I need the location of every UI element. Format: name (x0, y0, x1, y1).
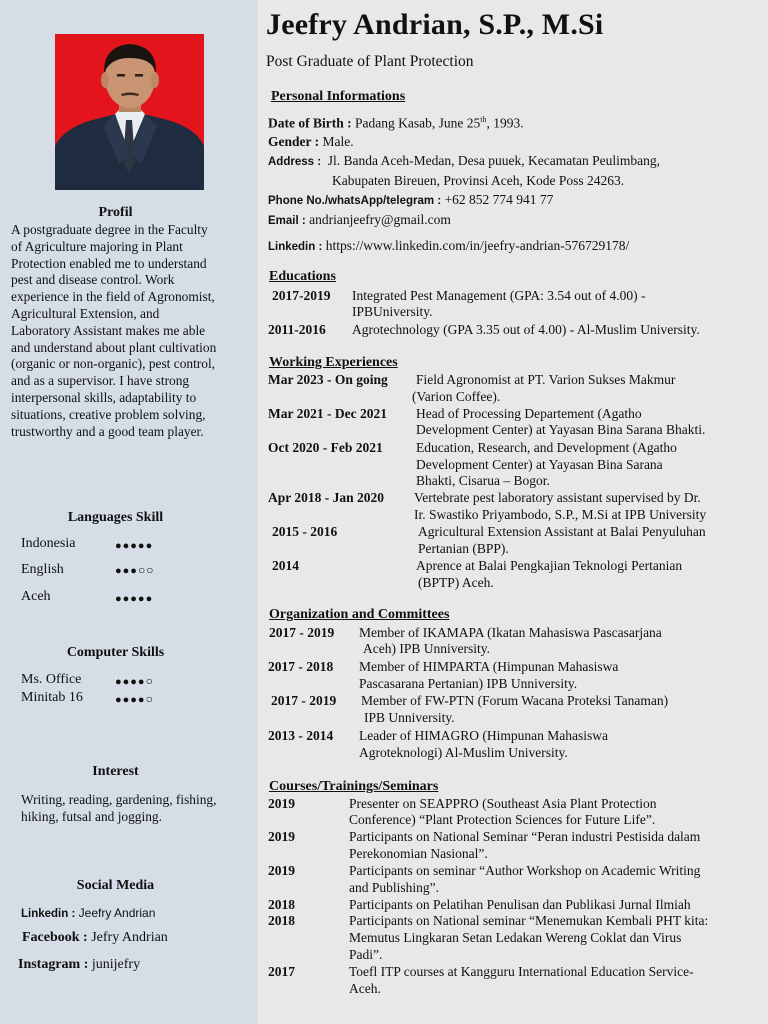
work-desc: Field Agronomist at PT. Varion Sukses Makmur (416, 372, 676, 387)
course-year: 2017 (268, 964, 295, 979)
work-desc: Education, Research, and Development (Agatho (416, 440, 677, 455)
course-desc: and Publishing”. (349, 880, 439, 895)
education-heading: Educations (269, 269, 336, 284)
work-desc: Vertebrate pest laboratory assistant supervised by Dr. (414, 490, 701, 505)
address-row: Address : Jl. Banda Aceh-Medan, Desa puuek, Kecamatan Peulimbang, (268, 153, 660, 168)
gender-row: Gender : Male. (268, 134, 354, 149)
profile-photo (55, 34, 204, 190)
work-period: Mar 2021 - Dec 2021 (268, 406, 387, 421)
linkedin-row: Linkedin : https://www.linkedin.com/in/jeefry-andrian-576729178/ (268, 238, 630, 253)
work-desc: Aprence at Balai Pengkajian Teknologi Pertanian (416, 558, 683, 573)
course-desc: Memutus Lingkaran Setan Ledakan Wereng Coklat dan Virus (349, 930, 682, 945)
org-desc: Aceh) IPB Unniversity. (363, 641, 490, 656)
subtitle: Post Graduate of Plant Protection (266, 53, 474, 70)
address-line2: Kabupaten Bireuen, Provinsi Aceh, Kode Poss 24263. (332, 173, 625, 188)
course-year: 2019 (268, 829, 295, 844)
org-period: 2013 - 2014 (268, 728, 334, 743)
work-desc: Pertanian (BPP). (418, 541, 509, 556)
course-desc: Participants on Pelatihan Penulisan dan Publikasi Jurnal Ilmiah (349, 897, 691, 912)
course-year: 2018 (268, 913, 295, 928)
linkedin-link[interactable]: https://www.linkedin.com/in/jeefry-andrian-576729178/ (325, 238, 630, 253)
language-rating: ●●●●● (115, 593, 154, 605)
education-desc: IPBUniversity. (352, 304, 433, 319)
social-facebook: Facebook : Jefry Andrian (22, 930, 168, 945)
org-period: 2017 - 2018 (268, 659, 334, 674)
work-desc: Development Center) at Yayasan Bina Sarana Bhakti. (416, 422, 706, 437)
org-desc: IPB Unniversity. (364, 710, 455, 725)
course-year: 2019 (268, 796, 295, 811)
course-desc: Participants on National Seminar “Peran industri Pestisida dalam (349, 829, 701, 844)
org-period: 2017 - 2019 (269, 625, 335, 640)
computer-skills-heading: Computer Skills (66, 645, 165, 660)
course-desc: Participants on seminar “Author Workshop on Academic Writing (349, 863, 701, 878)
course-desc: Perekonomian Nasional”. (349, 846, 488, 861)
work-period: 2014 (272, 558, 299, 573)
profil-text: A postgraduate degree in the Faculty of Agriculture majoring in Plant Protection enabled me to understand pest and disease control. Work experience in the field of Agronomist, Agricultural Extension, and Laboratory Assistant makes me able and understand about plant cultivation (organic or non-organic), pest control, and as a supervisor. I have strong interpersonal skills, adaptability to situations, creative problem solving, trustworthy and a good team player. (11, 222, 217, 439)
course-desc: Toefl ITP courses at Kangguru International Education Service- (349, 964, 694, 979)
personal-heading: Personal Informations (271, 89, 406, 104)
course-desc: Participants on National seminar “Menemukan Kembali PHT kita: (349, 913, 709, 928)
dob-row: Date of Birth : Padang Kasab, June 25th, 1993. (268, 115, 524, 131)
org-period: 2017 - 2019 (271, 693, 337, 708)
education-period: 2011-2016 (268, 322, 326, 337)
work-period: Mar 2023 - On going (268, 372, 388, 387)
work-period: Apr 2018 - Jan 2020 (268, 490, 385, 505)
course-desc: Conference) “Plant Protection Sciences for Future Life”. (349, 812, 656, 827)
phone-row: Phone No./whatsApp/telegram : +62 852 774 941 77 (268, 192, 554, 207)
language-name: Indonesia (21, 536, 76, 551)
course-year: 2019 (268, 863, 295, 878)
work-desc: Bhakti, Cisarua – Bogor. (416, 473, 550, 488)
organization-heading: Organization and Committees (269, 607, 450, 622)
language-rating: ●●●●● (115, 540, 154, 552)
course-year: 2018 (268, 897, 295, 912)
profil-heading: Profil (98, 205, 133, 220)
language-rating: ●●●○○ (115, 563, 155, 577)
work-period: 2015 - 2016 (272, 524, 338, 539)
languages-heading: Languages Skill (67, 510, 164, 525)
work-desc: Development Center) at Yayasan Bina Sarana (416, 457, 663, 472)
work-period: Oct 2020 - Feb 2021 (268, 440, 383, 455)
org-desc: Member of HIMPARTA (Himpunan Mahasiswa (359, 659, 619, 674)
courses-heading: Courses/Trainings/Seminars (269, 779, 439, 794)
work-desc: Ir. Swastiko Priyambodo, S.P., M.Si at IPB University (414, 507, 707, 522)
work-desc: (BPTP) Aceh. (418, 575, 494, 590)
computer-skill-rating: ●●●●○ (115, 692, 154, 706)
work-desc: Agricultural Extension Assistant at Balai Penyuluhan (418, 524, 706, 539)
course-desc: Aceh. (349, 981, 381, 996)
language-name: English (21, 562, 64, 577)
work-desc: Head of Processing Departement (Agatho (416, 406, 642, 421)
social-media-heading: Social Media (76, 878, 155, 893)
education-period: 2017-2019 (272, 288, 331, 303)
computer-skill-name: Minitab 16 (21, 690, 83, 705)
social-instagram: Instagram : junijefry (18, 957, 141, 972)
interest-text: Writing, reading, gardening, fishing, hiking, futsal and jogging. (21, 792, 217, 824)
org-desc: Leader of HIMAGRO (Himpunan Mahasiswa (359, 728, 608, 743)
email-row: Email : andrianjeefry@gmail.com (268, 212, 451, 227)
full-name: Jeefry Andrian, S.P., M.Si (266, 8, 604, 41)
social-linkedin: Linkedin : Jeefry Andrian (21, 906, 156, 920)
computer-skill-rating: ●●●●○ (115, 674, 154, 688)
work-desc: (Varion Coffee). (412, 389, 501, 404)
org-desc: Agroteknologi) Al-Muslim University. (359, 745, 568, 760)
computer-skill-name: Ms. Office (21, 672, 82, 687)
org-desc: Pascasarana Pertanian) IPB Unniversity. (359, 676, 578, 691)
language-name: Aceh (21, 589, 51, 604)
course-desc: Padi”. (349, 947, 383, 962)
education-desc: Agrotechnology (GPA 3.35 out of 4.00) - Al-Muslim University. (352, 322, 700, 337)
org-desc: Member of FW-PTN (Forum Wacana Proteksi Tanaman) (361, 693, 669, 708)
org-desc: Member of IKAMAPA (Ikatan Mahasiswa Pascasarjana (359, 625, 662, 640)
work-heading: Working Experiences (269, 355, 398, 370)
interest-heading: Interest (92, 764, 139, 779)
education-desc: Integrated Pest Management (GPA: 3.54 out of 4.00) - (352, 288, 646, 303)
course-desc: Presenter on SEAPPRO (Southeast Asia Plant Protection (349, 796, 657, 811)
